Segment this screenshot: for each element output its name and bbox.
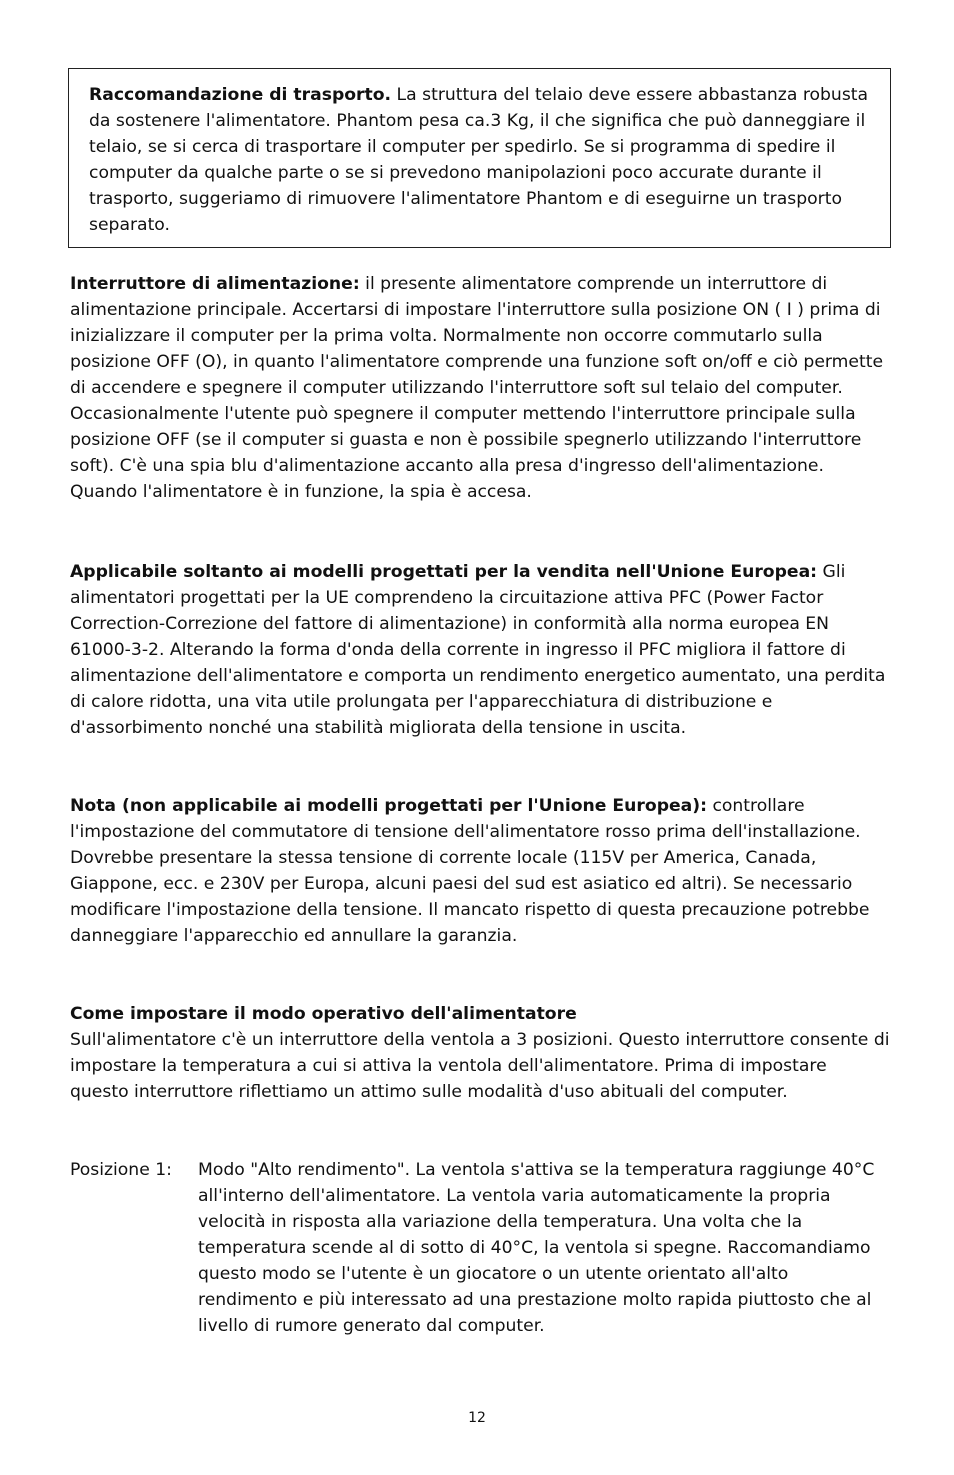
power-switch-text: il presente alimentatore comprende un interruttore di alimentazione principale. Accertarsi di impostare l'interruttore sulla posizione ON ( I ) prima di inizializzare il computer per la prima volta. Normalmente non occorre commutarlo sulla posizione OFF (O), in quanto l'alimentatore comprende una funzione soft on/off e ciò permette di accendere e spegnere il computer utilizzando l'interruttore soft sul telaio del computer. Occasionalmente l'utente può spegnere il computer mettendo l'interruttore principale sulla posizione OFF (se il computer si guasta e non è possibile spegnerlo utilizzando l'interruttore soft). C'è una spia blu d'alimentazione accanto alla presa d'ingresso dell'alimentazione. Quando l'alimentatore è in funzione, la spia è accesa. xyxy=(70,274,884,502)
section-operating-mode xyxy=(70,1001,890,1105)
eu-models-text: Gli alimentatori progettati per la UE comprendeno la circuitazione attiva PFC (Power Factor Correction-Correzione del fattore di alimentazione) in conformità alla norma europea EN 61000-3-2. Alterando la forma d'onda della corrente in ingresso il PFC migliora il fattore di alimentazione dell'alimentatore e comporta un rendimento energetico aumentato, una perdita di calore ridotta, una vita utile prolungata per l'apparecchiatura di distribuzione e d'assorbimento nonché una stabilità migliorata della tensione in uscita. xyxy=(70,562,886,738)
section-non-eu-note xyxy=(70,793,890,949)
non-eu-note-text: controllare l'impostazione del commutatore di tensione dell'alimentatore rosso prima dell'installazione. Dovrebbe presentare la stessa tensione di corrente locale (115V per America, Canada, Giappone, ecc. e 230V per Europa, alcuni paesi del sud est asiatico ed altri). Se necessario modificare l'impostazione della tensione. Il mancato rispetto di questa precauzione potrebbe danneggiare l'apparecchio ed annullare la garanzia. xyxy=(70,796,870,946)
operating-mode-heading: Come impostare il modo operativo dell'alimentatore xyxy=(70,1004,577,1024)
eu-models-heading: Applicabile soltanto ai modelli progettati per la vendita nell'Unione Europea: xyxy=(70,562,818,582)
position-1-text: Modo "Alto rendimento". La ventola s'attiva se la temperatura raggiunge 40°C all'interno dell'alimentatore. La ventola varia automaticamente la propria velocità in risposta alla variazione della temperatura. Una volta che la temperatura scende al di sotto di 40°C, la ventola si spegne. Raccomandiamo questo modo se l'utente è un giocatore o un utente orientato all'alto rendimento e più interessato ad una prestazione molto rapida piuttosto che al livello di rumore generato dal computer. xyxy=(198,1160,875,1336)
operating-mode-text: Sull'alimentatore c'è un interruttore della ventola a 3 posizioni. Questo interruttore consente di impostare la temperatura a cui si attiva la ventola dell'alimentatore. Prima di impostare questo interruttore riflettiamo un attimo sulle modalità d'uso abituali del computer. xyxy=(70,1030,890,1102)
non-eu-note-heading: Nota (non applicabile ai modelli progettati per l'Unione Europea): xyxy=(70,796,707,816)
power-switch-heading: Interruttore di alimentazione: xyxy=(70,274,360,294)
transport-text: La struttura del telaio deve essere abbastanza robusta da sostenere l'alimentatore. Phantom pesa ca.3 Kg, il che significa che può danneggiare il telaio, se si cerca di trasportare il computer per spedirlo. Se si programma di spedire il computer da qualche parte o se si prevedono manipolazioni poco accurate durante il trasporto, suggeriamo di rimuovere l'alimentatore Phantom e di eseguirne un trasporto separato. xyxy=(89,85,869,235)
section-eu-models xyxy=(70,559,890,741)
page-number: 12 xyxy=(468,1410,486,1426)
transport-recommendation-box xyxy=(68,68,891,248)
position-1-label: Posizione 1: xyxy=(70,1160,172,1180)
section-power-switch xyxy=(70,271,890,505)
transport-heading: Raccomandazione di trasporto. xyxy=(89,85,392,105)
